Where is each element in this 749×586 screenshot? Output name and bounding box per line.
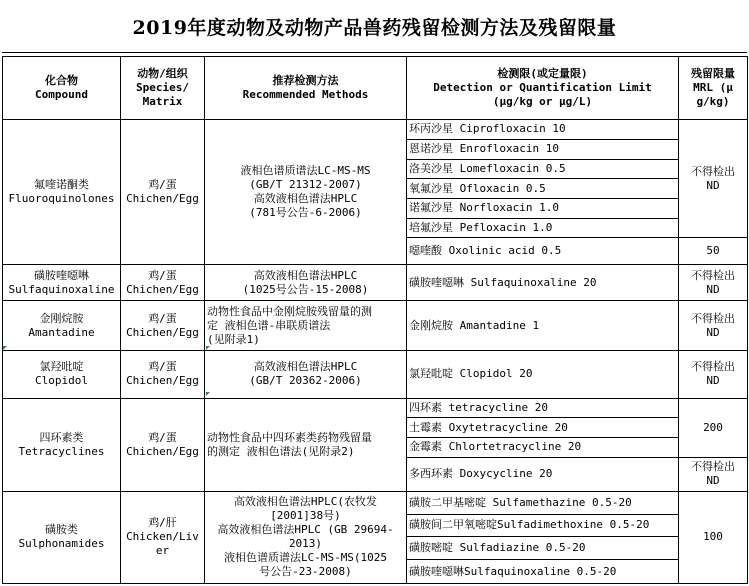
limit-cell: 土霉素 Oxytetracycline 20 xyxy=(407,418,679,438)
page-title: 2019年度动物及动物产品兽药残留检测方法及残留限量 xyxy=(132,16,617,39)
limit-cell: 多西环素 Doxycycline 20 xyxy=(407,457,679,491)
method-cell: 高效液相色谱法HPLC(农牧发 [2001]38号) 高效液相色谱法HPLC (GB 29694- 2013) 液相色谱质谱法LC-MS-MS(1025 号公告-23-2008) xyxy=(205,491,407,583)
cell-marker-icon xyxy=(3,346,7,350)
limit-cell: 金霉素 Chlortetracycline 20 xyxy=(407,437,679,457)
mrl-cell: 100 xyxy=(679,491,748,583)
table-row xyxy=(3,351,748,399)
mrl-cell: 不得检出 ND xyxy=(679,351,748,399)
header-method: 推荐检测方法 Recommended Methods xyxy=(205,57,407,120)
compound-cell: 四环素类 Tetracyclines xyxy=(3,398,121,491)
title-divider xyxy=(2,52,747,53)
header-species: 动物/组织 Species/ Matrix xyxy=(121,57,205,120)
table-header-row xyxy=(3,57,748,120)
cell-marker-icon xyxy=(206,346,210,350)
limit-cell: 磺胺喹噁啉 Sulfaquinoxaline 20 xyxy=(407,265,679,301)
limit-cell: 恩诺沙星 Enrofloxacin 10 xyxy=(407,139,679,159)
species-cell: 鸡/蛋 Chichen/Egg xyxy=(121,301,205,351)
table-row xyxy=(3,265,748,301)
compound-cell: 氟喹诺酮类 Fluoroquinolones xyxy=(3,120,121,265)
mrl-cell: 不得检出 ND xyxy=(679,457,748,491)
mrl-cell: 不得检出 ND xyxy=(679,120,748,238)
compound-cell: 金刚烷胺 Amantadine xyxy=(3,301,121,351)
limit-cell: 氧氟沙星 Ofloxacin 0.5 xyxy=(407,179,679,199)
compound-cell: 氯羟吡啶 Clopidol xyxy=(3,351,121,399)
header-detection-limit: 检测限(或定量限) Detection or Quantification Limit (μg/kg or μg/L) xyxy=(407,57,679,120)
mrl-cell: 200 xyxy=(679,398,748,457)
limit-cell: 洛美沙星 Lomefloxacin 0.5 xyxy=(407,159,679,179)
species-cell: 鸡/蛋 Chichen/Egg xyxy=(121,398,205,491)
header-compound: 化合物 Compound xyxy=(3,57,121,120)
limit-cell: 磺胺间二甲氧嘧啶Sulfadimethoxine 0.5-20 xyxy=(407,514,679,537)
limit-cell: 磺胺嘧啶 Sulfadiazine 0.5-20 xyxy=(407,537,679,560)
species-cell: 鸡/蛋 Chichen/Egg xyxy=(121,351,205,399)
table-row xyxy=(3,120,748,140)
cell-marker-icon xyxy=(206,392,210,396)
compound-cell: 磺胺喹噁啉 Sulfaquinoxaline xyxy=(3,265,121,301)
method-cell: 液相色谱质谱法LC-MS-MS (GB/T 21312-2007) 高效液相色谱法HPLC (781号公告-6-2006) xyxy=(205,120,407,265)
method-cell: 高效液相色谱法HPLC (GB/T 20362-2006) xyxy=(205,351,407,399)
residue-limits-table xyxy=(2,56,748,584)
species-cell: 鸡/肝 Chicken/Liv er xyxy=(121,491,205,583)
limit-cell: 四环素 tetracycline 20 xyxy=(407,398,679,418)
table-row xyxy=(3,491,748,514)
limit-cell: 环丙沙星 Ciprofloxacin 10 xyxy=(407,120,679,140)
header-mrl: 残留限量 MRL (μ g/kg) xyxy=(679,57,748,120)
table-row xyxy=(3,398,748,418)
limit-cell: 磺胺喹噁啉Sulfaquinoxaline 0.5-20 xyxy=(407,560,679,584)
table-row xyxy=(3,301,748,351)
compound-cell: 磺胺类 Sulphonamides xyxy=(3,491,121,583)
mrl-cell: 50 xyxy=(679,238,748,265)
method-cell: 高效液相色谱法HPLC (1025号公告-15-2008) xyxy=(205,265,407,301)
mrl-cell: 不得检出 ND xyxy=(679,301,748,351)
species-cell: 鸡/蛋 Chichen/Egg xyxy=(121,265,205,301)
limit-cell: 磺胺二甲基嘧啶 Sulfamethazine 0.5-20 xyxy=(407,491,679,514)
method-cell: 动物性食品中四环素类药物残留量 的测定 液相色谱法(见附录2) xyxy=(205,398,407,491)
limit-cell: 氯羟吡啶 Clopidol 20 xyxy=(407,351,679,399)
method-cell: 动物性食品中金刚烷胺残留量的测 定 液相色谱-串联质谱法 (见附录1) xyxy=(205,301,407,351)
limit-cell: 噁喹酸 Oxolinic acid 0.5 xyxy=(407,238,679,265)
mrl-cell: 不得检出 ND xyxy=(679,265,748,301)
species-cell: 鸡/蛋 Chichen/Egg xyxy=(121,120,205,265)
limit-cell: 金刚烷胺 Amantadine 1 xyxy=(407,301,679,351)
limit-cell: 培氟沙星 Pefloxacin 1.0 xyxy=(407,218,679,238)
limit-cell: 诺氟沙星 Norfloxacin 1.0 xyxy=(407,198,679,218)
